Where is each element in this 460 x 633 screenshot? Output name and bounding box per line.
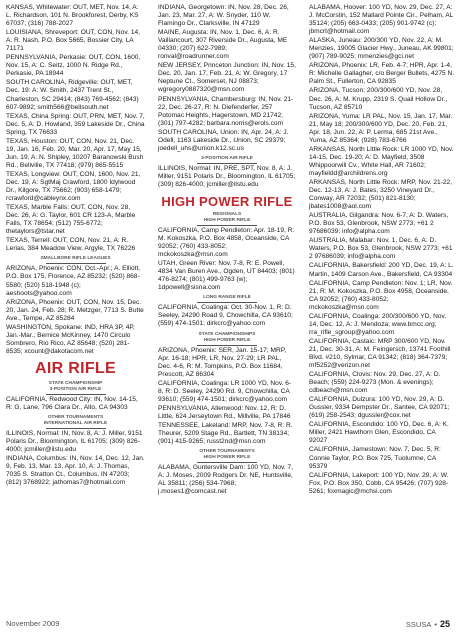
- subsection-label: 3-POSITION AIR RIFLE: [49, 386, 102, 392]
- listing-entry: AUSTRALIA, Malabar: Nov. 1, Dec. 6, A: D. Waters, P.O. Box 53, Glenbrook, NSW 2773; +61 2 97686039; info@alpha.com: [309, 237, 453, 261]
- listing-entry: NEW JERSEY, Princeton Junction: IN, Nov. 15, Dec. 20, Jan. 17, Feb. 21, A: W. Gregory, 17 Neptune Ct., Somerset, NJ 08873; wgregory0887320@msn.com: [158, 62, 296, 94]
- listing-entry: CALIFORNIA, Camp Pendleton: Apr. 18-19, R: M. Kokoszka, P.O. Box 4858, Oceanside, CA 92052; (760) 433-8052; mckokoszka@msn.com: [158, 226, 295, 259]
- listing-entry: TEXAS, China Spring: OUT, PRN, MET, Nov. 7, Dec. 5, A: D. Howland, 359 Lakeside Dr., China Spring, TX 76633: [6, 112, 145, 136]
- listing-entry: ARKANSAS, North Little Rock: LR 1000 YD, Nov. 14-15, Dec. 19-20; A: D. Mayfield, 3508 Whippoorwill Cv., White Hall, AR 71602; mayfieldd@archildrens.org: [309, 145, 454, 177]
- section-heading-air-rifle: AIR RIFLE: [35, 359, 116, 377]
- listing-entry: ARIZONA, Phoenix: LR, Feb. 4-7; HPR, Apr. 1-4, R: Michelle Gallagher, c/o Berger Bullets, 4275 N. Palm St., Fullerton, CA 92835: [309, 62, 455, 86]
- subsection-label: INTERNATIONAL AIR RIFLE: [43, 421, 108, 427]
- listing-entry: CALIFORNIA, Dulzura: 100 YD, Nov. 29, A: D. Gussler, 9334 Dempster Dr., Santee, CA 92071; (619) 258-2543; dgussler@cox.net: [309, 396, 450, 420]
- listing-entry: ARIZONA, Phoenix: OUT, CON, Nov. 15, Dec. 20, Jan. 24, Feb. 28; R. Metzger, 7713 S. Butte Ave., Tempe, AZ 85284: [6, 298, 144, 322]
- listing-entry: LOUISIANA, Shreveport: OUT, CON, Nov. 14, A: R. Nash, P.O. Box 5665, Bossier City, LA 71171: [6, 29, 140, 53]
- subsection-label: LONG RANGE RIFLE: [203, 295, 251, 301]
- column-2: [158, 4, 296, 497]
- listing-entry: CALIFORNIA, Bakersfield: 200 YD, Dec. 19, A: L. Martin, 1409 Carson Ave., Bakersfield, CA 93304: [309, 262, 454, 278]
- listing-entry: INDIANA, Columbus: IN, Nov. 14, Dec. 12, Jan. 9, Feb. 13, Mar. 13, Apr. 10, A: J. Thomas, 7035 S. Stratton Ct., Columbus, IN 47203; (812) 3768922; jathomas7@hotmail.com: [6, 455, 145, 487]
- page-footer: [0, 619, 460, 631]
- listing-entry: TENNESSEE, Lakeland: MRP, Nov. 7-8, R: R. Theurer, 5209 Stage Rd., Bartlett, TN 38134; (901) 415-9265; russt2nd@msn.com: [158, 421, 293, 446]
- subsection-heading: [158, 332, 296, 346]
- issue-date: November 2009: [6, 619, 60, 628]
- listing-entry: ALABAMA, Hoover: 100 YD, Nov. 29, Dec. 27, A: J. McCorstin, 152 Mallard Pointe Cir., Pelham, AL 35124; (205) 663-0433; (205) 901-9742 (c); jbmcrt@hotmail.com: [309, 4, 454, 36]
- subsection-heading: [158, 295, 296, 303]
- subsection-label: HIGH POWER RIFLE: [203, 217, 251, 223]
- listing-entry: CALIFORNIA, Jamestown: Nov. 7, Dec. 5, R: Connie Taylor, P.O. Box 725, Tuolumne, CA 95379: [309, 446, 441, 470]
- subsection-label: STATE CHAMPIONSHIPS: [198, 331, 256, 337]
- column-3: [309, 4, 455, 497]
- listing-entry: CALIFORNIA, Camp Pendleton: Nov. 1; LR, Nov. 21, R: M. Kokoszka, P.O. Box 4958, Oceanside, CA 92052; (760) 433-8052; mckokoszka@msn.com: [309, 279, 453, 311]
- listing-entry: CALIFORNIA, Redwood City: IN, Nov. 14-15, R: G. Lane, 796 Clara Dr., Alto, CA 94303: [6, 395, 138, 411]
- listing-entry: TEXAS, Longview: OUT, CON, 1600, Nov. 21, Dec. 19, A: SgtMaj Crawford, 1800 Idylwood Dr., Kilgore, TX 75662; (903) 658-1479; rcrawford@cableynx.com: [6, 170, 141, 203]
- page-number: 25: [439, 619, 450, 629]
- listing-entry: UTAH, Green River: Nov. 7-8, R: E. Powell, 4834 Van Buren Ave., Ogden, UT 84403; (801) 476-8274; (801) 499-9763 (w); 1dpowell@sisna.com: [158, 260, 295, 292]
- listing-entry: PENNSYLVANIA, Allenwood: Nov. 12, R: D. Little, 624 Jerseytown Rd., Millville, PA 17846: [158, 404, 291, 420]
- listing-entry: ARIZONA, Phoenix: SER, Jan. 15-17; MRP, Apr. 16-18; HPR, LR, Nov. 27-29; LR PAL, Dec. 4-6, R: M. Tompkins, P.O. Box 11684, Prescott, AZ 86304: [158, 346, 287, 378]
- listing-entry: ARIZONA, Tucson: 200/300/600 YD, Nov. 28, Dec. 26, A: M. Krupp, 2319 S. Quail Hollow Dr., Tucson, AZ 85710: [309, 87, 448, 111]
- listing-entry: ALASKA, Juneau: 200/300 YD, Nov. 22, A: M. Menzies, 19005 Glacier Hwy., Juneau, AK 99801; (907) 789-9025; mmenzies@gci.net: [309, 37, 454, 61]
- listing-entry: ILLINOIS, Normal: IN, PRE, SPT, Nov. 8, A: J. Miller, 9151 Polaris Dr., Bloomington, IL 61705; (309) 826-4000; jcmiller@ilstu.edu: [158, 164, 296, 188]
- subsection-label: OTHER TOURNAMENTS: [47, 415, 104, 421]
- listing-entry: ALABAMA, Guntersville Dam: 100 YD, Nov. 7, A: J. Moses, 2009 Rodgers Dr. NE, Huntsville, AL 35811; (256) 534-7968; j.moses1@comcast.net: [158, 464, 293, 496]
- subsection-label: 3-POSITION AIR RIFLE: [201, 155, 253, 161]
- listing-entry: CALIFORNIA, Coalinga: LR 1000 YD, Nov. 6-8, R: D. Seeley, 24290 Rd. 9, Chowchilla, CA 93610; (559) 474-1501; dirkcrc@yahoo.com: [158, 379, 292, 403]
- listing-entry: CALIFORNIA, Castaic: MRP 300/600 YD, Nov. 21, Dec. 30-31, A: M. Feingersch, 13741 Foothill Blvd. #210, Sylmar, CA 91342; (818) 364-7379; mf5252@verizon.net: [309, 337, 451, 370]
- subsection-label: HIGH POWER RIFLE: [203, 337, 251, 343]
- folio: [406, 619, 450, 629]
- listing-entry: CALIFORNIA, Escondido: 100 YD, Dec. 6, A: K. Miller, 2421 Hawthorn Glen, Escondido, CA 92027: [309, 421, 449, 445]
- subsection-heading: [6, 381, 145, 395]
- listing-entry: PENNSYLVANIA, Perkasie: OUT, CON, 1600, Nov. 15, A: C. Seitz, 1000 N. Ridge Rd., Perkasie, PA 18944: [6, 54, 141, 78]
- subsection-heading: [158, 449, 296, 463]
- subsection-heading: [6, 256, 145, 264]
- listing-entry: CALIFORNIA, Coalinga: 200/300/600 YD, Nov. 14, Dec. 12, A: J. Mendoza; www.bmcc.org; rra_rifle_sgroup@yahoo.com: [309, 312, 447, 336]
- listing-entry: CALIFORNIA, Clovis: Nov. 29, Dec. 27, A: D. Beach; (559) 224-9273 (Mon. & evenings); cdbeach@msn.com: [309, 371, 441, 395]
- subsection-label: OTHER TOURNAMENTS: [199, 449, 255, 455]
- listing-entry: MAINE, Augusta: IN, Nov. 1, Dec. 6, A: R. Vaillancourt, 307 Riverside Dr., Augusta, ME 04330; (207) 622-7989; ronval@roadrunner.com: [158, 29, 288, 61]
- column-1: [6, 4, 145, 488]
- listing-entry: KANSAS, Whitewater: OUT, MET, Nov. 14, A: L. Richardson, 101 N. Brookforest, Derby, KS 67037; (316) 788-2027: [6, 4, 139, 28]
- listing-entry: INDIANA, Georgetown: IN, Nov. 28, Dec. 26, Jan. 23, Mar. 27, A: W. Snyder, 110 W. Flamingo Dr., Clarksville, IN 47129: [158, 4, 289, 28]
- listing-entry: ARIZONA, Yuma: LR PAL, Nov. 15, Jan. 17, Mar. 21, May 18; 200/300/600 YD, Dec. 20, Feb. 21, Apr. 18, Jun. 22, A: P. Lerma, 685 21st Ave., Yuma, AZ 85364; (928) 783-6766: [309, 112, 453, 144]
- subsection-label: SMALLBORE RIFLE LEAGUES: [40, 256, 111, 262]
- listing-entry: ARKANSAS, North Little Rock: MRP, Nov. 21-22, Dec. 12-13, A: J. Bates, 3250 Vineyard Dr., Conway, AR 72032; (501) 821-8130; jbates1008@aol.com: [309, 178, 453, 211]
- listing-entry: CALIFORNIA, Coalinga: Oct. 30-Nov. 1, R: D. Seeley, 24290 Road 9, Chowchilla, CA 93610; (559) 474-1501; dirkcrc@yahoo.com: [158, 304, 293, 328]
- listing-entry: ILLINOIS, Normal: IN, Nov. 8, A: J. Miller, 9151 Polaris Dr., Bloomington, IL 61705; (309) 826-4000; jcmiller@ilstu.edu: [6, 430, 143, 454]
- listing-entry: SOUTH CAROLINA, Union: IN, Apr. 24, A: J. Odell, 1163 Lakeside Dr., Union, SC 29379; joedell_uhs@union.k12.sc.us: [158, 128, 289, 152]
- subsection-label: HIGH POWER RIFLE: [203, 455, 251, 461]
- listing-entry: TEXAS, Terrell: OUT, CON, Nov. 21, A: R. Lerias, 384 Meadow View, Argyle, TX 76226: [6, 237, 136, 253]
- subsection-label: STATE CHAMPIONSHIP: [48, 380, 103, 386]
- subsection-heading: [6, 415, 145, 429]
- subsection-heading: [158, 156, 296, 164]
- listing-entry: AUSTRALIA, Gilgandra: Nov. 6-7, A: D. Waters, P.O. Box 53, Glenbrook, NSW 2773; +61 2 97686039; info@alpha.com: [309, 212, 449, 236]
- listing-entry: ARIZONA, Phoenix: CON, Oct.-Apr.; A. Elliott, P.O. Box 175, Florence, AZ 85232; (520) 868-5580; (520) 518-1948 (c); aeshoots@yahoo.com: [6, 265, 141, 297]
- subsection-label: REGIONALS: [212, 211, 242, 217]
- publication-name: SSUSA: [405, 620, 432, 629]
- listing-entry: CALIFORNIA, Lakeport: 100 YD, Nov. 29, A: W. Fox, P.O. Box 350, Cobb, CA 95426; (707) 928-5261; foxmagic@mchsi.com: [309, 471, 449, 495]
- section-heading-high-power-rifle: HIGH POWER RIFLE: [161, 193, 293, 209]
- listing-entry: TEXAS, Houston: OUT, CON, Nov. 21, Dec. 19, Jan. 16, Feb. 20, Mar. 20, Apr. 17, May 15, Jun. 19, A: N. Shipley, 10207 Baranowski Bush Rd., Bellville, TX 77418; (979) 865-5515: [6, 137, 144, 169]
- subsection-heading: [158, 212, 296, 226]
- listing-entry: TEXAS, Marble Falls: OUT, CON, Nov. 28, Dec. 26, A: G. Taylor, 601 CR 123-A, Marble Falls, TX 78654; (512) 755-6772; thetaylors@tstar.net: [6, 204, 136, 236]
- listing-entry: WASHINGTON, Spokane: IND, HRA 3P, 4P, Jan.-Mar.; Bernice McKinney, 1470 Circulo Sombrero, Rio Rico, AZ 85648; (520) 281-8535; xcount@dakotacom.net: [6, 323, 135, 355]
- bullet-icon: •: [434, 620, 437, 629]
- listing-entry: PENNSYLVANIA, Chambersburg: IN, Nov. 21-22, Dec. 26-27, R: N. Diefenderfer, 257 Potomac Heights, Hagerstown, MD 21742; (301) 797-4282; barbara.norris@erols.com: [158, 95, 294, 127]
- listing-entry: SOUTH CAROLINA, Ridgeville: OUT, MET, Dec. 19: A: W. Smith, 2437 Trent St., Charleston, SC 29414; (843) 769-4562; (843) 607-9892; smith566@bellsouth.net: [6, 79, 139, 111]
